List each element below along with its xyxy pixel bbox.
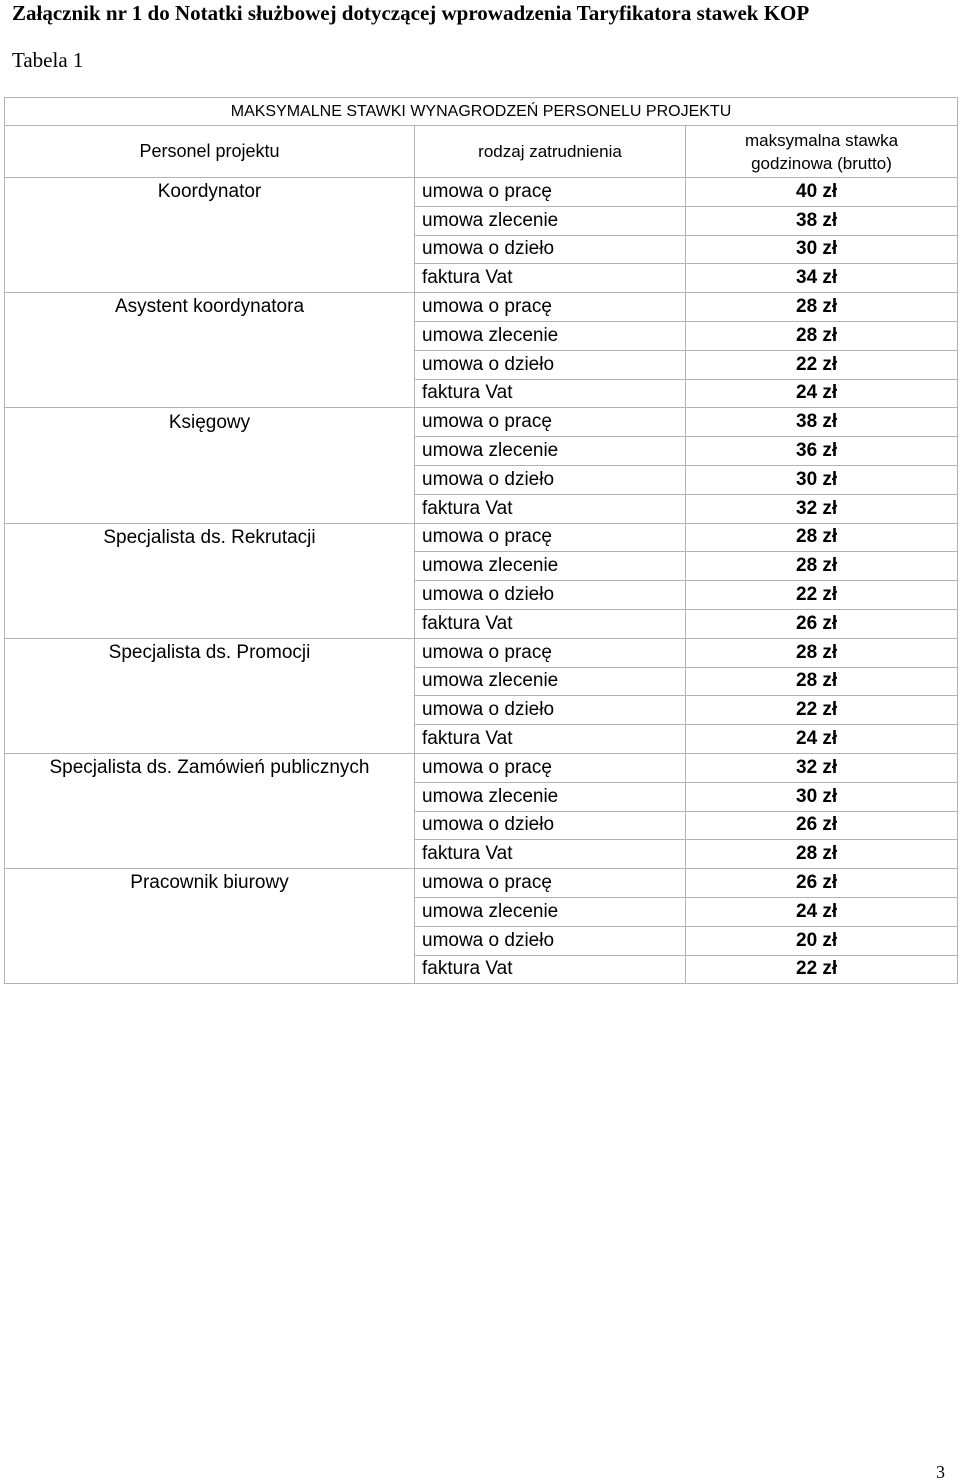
rate-cell: 38 zł	[686, 206, 958, 235]
employment-type-cell: umowa o pracę	[415, 408, 686, 437]
rate-cell: 28 zł	[686, 552, 958, 581]
employment-type-cell: faktura Vat	[415, 609, 686, 638]
table-row	[5, 350, 958, 379]
rate-cell: 28 zł	[686, 523, 958, 552]
personnel-name: Koordynator	[5, 178, 415, 207]
rates-table	[4, 97, 958, 984]
employment-type-cell: umowa o dzieło	[415, 926, 686, 955]
rate-cell: 24 zł	[686, 379, 958, 408]
personnel-name: Asystent koordynatora	[5, 293, 415, 322]
employment-type-cell: faktura Vat	[415, 379, 686, 408]
table-row	[5, 955, 958, 984]
personnel-cell-empty	[5, 840, 415, 869]
rate-cell: 34 zł	[686, 264, 958, 293]
table-row	[5, 696, 958, 725]
personnel-cell-empty	[5, 811, 415, 840]
personnel-cell-empty	[5, 264, 415, 293]
rate-cell: 22 zł	[686, 696, 958, 725]
table-row	[5, 782, 958, 811]
employment-type-cell: faktura Vat	[415, 840, 686, 869]
rate-cell: 30 zł	[686, 235, 958, 264]
rate-cell: 24 zł	[686, 725, 958, 754]
table-row	[5, 408, 958, 437]
personnel-cell-empty	[5, 581, 415, 610]
table-row	[5, 264, 958, 293]
employment-type-cell: umowa o pracę	[415, 178, 686, 207]
table-row	[5, 178, 958, 207]
employment-type-cell: umowa zlecenie	[415, 782, 686, 811]
employment-type-cell: faktura Vat	[415, 955, 686, 984]
table-row	[5, 638, 958, 667]
table-row	[5, 811, 958, 840]
rate-cell: 28 zł	[686, 321, 958, 350]
table-row	[5, 465, 958, 494]
employment-type-cell: faktura Vat	[415, 494, 686, 523]
personnel-cell-empty	[5, 926, 415, 955]
rate-cell: 40 zł	[686, 178, 958, 207]
page-number: 3	[936, 1462, 945, 1482]
table-title-row	[5, 98, 958, 126]
rate-cell: 26 zł	[686, 609, 958, 638]
employment-type-cell: umowa o dzieło	[415, 350, 686, 379]
employment-type-cell: umowa o dzieło	[415, 465, 686, 494]
header-employment-type: rodzaj zatrudnienia	[415, 126, 686, 178]
table-row	[5, 206, 958, 235]
table-row	[5, 293, 958, 322]
rate-cell: 22 zł	[686, 955, 958, 984]
employment-type-cell: faktura Vat	[415, 725, 686, 754]
table-label: Tabela 1	[12, 48, 84, 72]
employment-type-cell: umowa o pracę	[415, 293, 686, 322]
rate-cell: 38 zł	[686, 408, 958, 437]
employment-type-cell: umowa o dzieło	[415, 235, 686, 264]
rate-cell: 26 zł	[686, 811, 958, 840]
rate-cell: 26 zł	[686, 869, 958, 898]
employment-type-cell: umowa zlecenie	[415, 206, 686, 235]
rates-table-body	[5, 98, 958, 984]
table-row	[5, 379, 958, 408]
employment-type-cell: umowa o pracę	[415, 753, 686, 782]
table-row	[5, 437, 958, 466]
personnel-cell-empty	[5, 609, 415, 638]
table-row	[5, 321, 958, 350]
rate-cell: 22 zł	[686, 350, 958, 379]
personnel-name: Pracownik biurowy	[5, 869, 415, 898]
header-max-rate	[686, 126, 958, 178]
personnel-name: Specjalista ds. Rekrutacji	[5, 523, 415, 552]
table-header-row	[5, 126, 958, 178]
personnel-name: Specjalista ds. Promocji	[5, 638, 415, 667]
rate-cell: 28 zł	[686, 840, 958, 869]
table-title: MAKSYMALNE STAWKI WYNAGRODZEŃ PERSONELU PROJEKTU	[5, 98, 958, 126]
document-title: Załącznik nr 1 do Notatki służbowej dotyczącej wprowadzenia Taryfikatora stawek KOP	[12, 1, 810, 25]
personnel-cell-empty	[5, 206, 415, 235]
personnel-cell-empty	[5, 321, 415, 350]
personnel-name: Księgowy	[5, 408, 415, 437]
table-row	[5, 897, 958, 926]
employment-type-cell: umowa zlecenie	[415, 321, 686, 350]
table-row	[5, 552, 958, 581]
rate-cell: 32 zł	[686, 753, 958, 782]
rate-cell: 24 zł	[686, 897, 958, 926]
employment-type-cell: faktura Vat	[415, 264, 686, 293]
table-row	[5, 581, 958, 610]
rate-cell: 28 zł	[686, 293, 958, 322]
header-personnel: Personel projektu	[5, 126, 415, 178]
personnel-cell-empty	[5, 379, 415, 408]
rate-cell: 36 zł	[686, 437, 958, 466]
table-row	[5, 494, 958, 523]
personnel-cell-empty	[5, 897, 415, 926]
rate-cell: 22 zł	[686, 581, 958, 610]
personnel-cell-empty	[5, 955, 415, 984]
personnel-cell-empty	[5, 350, 415, 379]
employment-type-cell: umowa zlecenie	[415, 667, 686, 696]
personnel-cell-empty	[5, 235, 415, 264]
header-max-rate-line1: maksymalna stawka	[744, 130, 899, 150]
rate-cell: 20 zł	[686, 926, 958, 955]
rate-cell: 30 zł	[686, 465, 958, 494]
table-row	[5, 725, 958, 754]
table-row	[5, 609, 958, 638]
employment-type-cell: umowa zlecenie	[415, 437, 686, 466]
table-row	[5, 869, 958, 898]
employment-type-cell: umowa o pracę	[415, 523, 686, 552]
personnel-cell-empty	[5, 465, 415, 494]
table-row	[5, 926, 958, 955]
employment-type-cell: umowa o dzieło	[415, 696, 686, 725]
personnel-cell-empty	[5, 494, 415, 523]
header-max-rate-line2: godzinowa (brutto)	[751, 153, 892, 173]
table-row	[5, 235, 958, 264]
rate-cell: 30 zł	[686, 782, 958, 811]
personnel-cell-empty	[5, 696, 415, 725]
rate-cell: 28 zł	[686, 667, 958, 696]
personnel-cell-empty	[5, 667, 415, 696]
employment-type-cell: umowa o pracę	[415, 638, 686, 667]
personnel-cell-empty	[5, 782, 415, 811]
table-row	[5, 840, 958, 869]
personnel-cell-empty	[5, 725, 415, 754]
employment-type-cell: umowa o dzieło	[415, 811, 686, 840]
table-row	[5, 753, 958, 782]
personnel-cell-empty	[5, 437, 415, 466]
employment-type-cell: umowa zlecenie	[415, 552, 686, 581]
table-row	[5, 667, 958, 696]
table-row	[5, 523, 958, 552]
rate-cell: 28 zł	[686, 638, 958, 667]
employment-type-cell: umowa o dzieło	[415, 581, 686, 610]
employment-type-cell: umowa o pracę	[415, 869, 686, 898]
rate-cell: 32 zł	[686, 494, 958, 523]
personnel-cell-empty	[5, 552, 415, 581]
employment-type-cell: umowa zlecenie	[415, 897, 686, 926]
personnel-name: Specjalista ds. Zamówień publicznych	[5, 753, 415, 782]
